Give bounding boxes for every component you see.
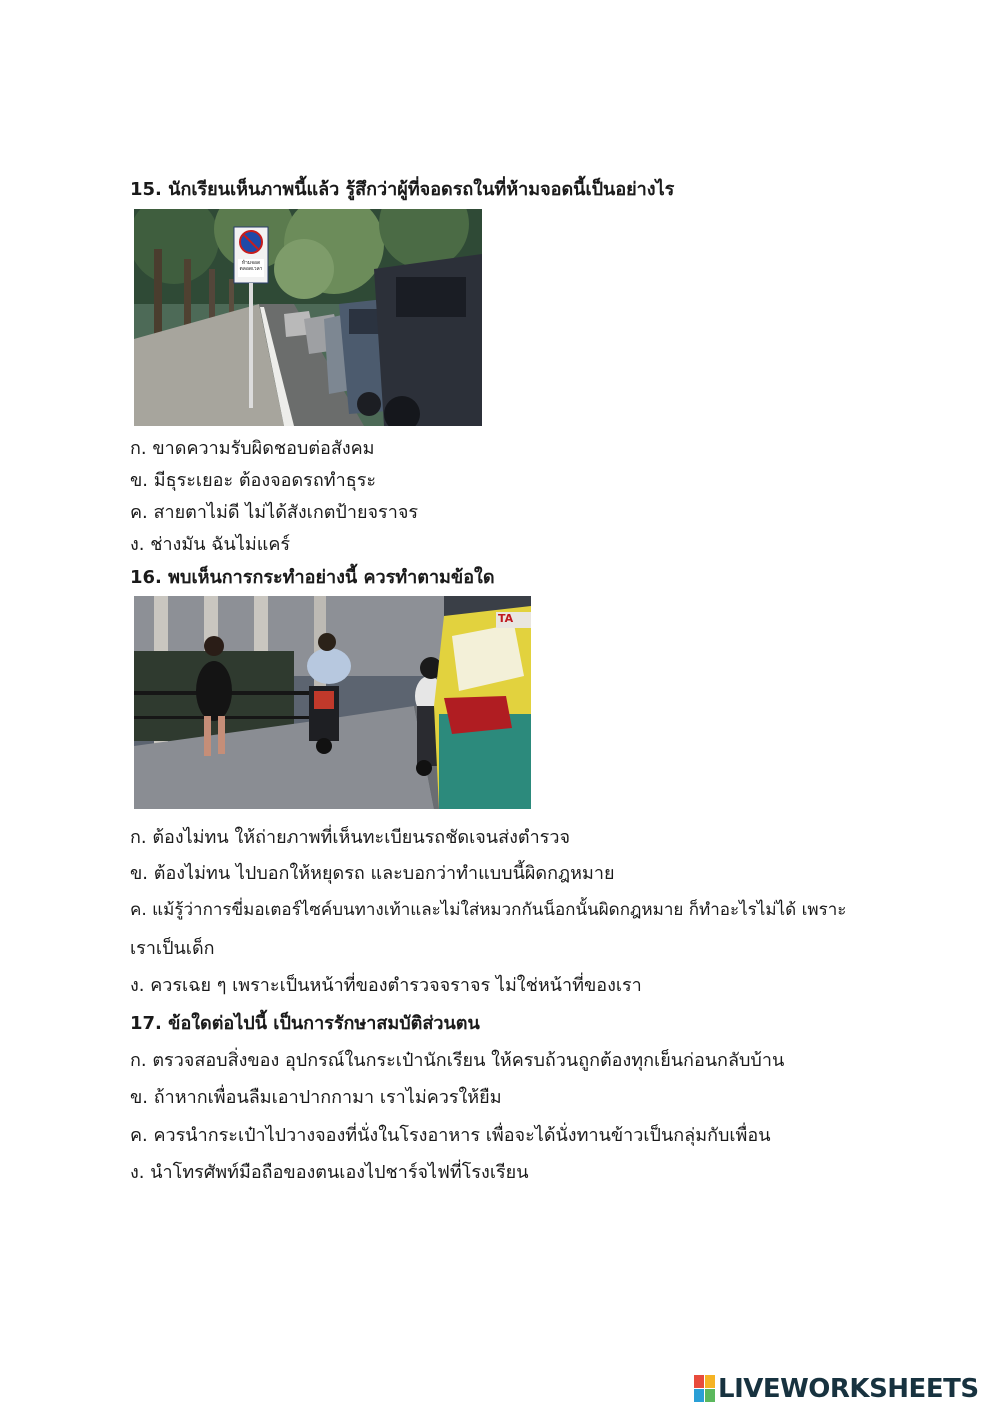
q17-option-c[interactable]: ค. ควรนำกระเป๋าไปวางจองที่นั่งในโรงอาหาร เพื่อจะได้นั่งทานข้าวเป็นกลุ่มกับเพื่อน xyxy=(130,1125,771,1146)
q16-option-c-continued: เราเป็นเด็ก xyxy=(130,938,215,959)
liveworksheets-logo-text: LIVEWORKSHEETS xyxy=(718,1374,979,1404)
q17-option-b[interactable]: ข. ถ้าหากเพื่อนลืมเอาปากกามา เราไม่ควรให้ยืม xyxy=(130,1087,502,1108)
liveworksheets-logo-icon xyxy=(694,1375,716,1403)
no-parking-sign-text: ห้ามจอด ตลอดเวลา xyxy=(239,260,263,272)
no-parking-photo xyxy=(134,209,482,426)
q15-option-a[interactable]: ก. ขาดความรับผิดชอบต่อสังคม xyxy=(130,438,375,459)
question-17-title: 17. ข้อใดต่อไปนี้ เป็นการรักษาสมบัติส่วนตน xyxy=(130,1013,480,1034)
motorcycle-sidewalk-photo xyxy=(134,596,531,809)
q17-option-d[interactable]: ง. นำโทรศัพท์มือถือของตนเองไปชาร์จไฟที่โรงเรียน xyxy=(130,1162,529,1183)
q16-option-c[interactable]: ค. แม้รู้ว่าการขี่มอเตอร์ไซค์บนทางเท้าและไม่ใส่หมวกกันน็อกนั้นผิดกฎหมาย ก็ทำอะไรไม่ได้ เพราะ xyxy=(130,900,847,920)
q16-option-a[interactable]: ก. ต้องไม่ทน ให้ถ่ายภาพที่เห็นทะเบียนรถชัดเจนส่งตำรวจ xyxy=(130,827,571,848)
taxi-sign-text: TA xyxy=(498,612,514,625)
q16-option-b[interactable]: ข. ต้องไม่ทน ไปบอกให้หยุดรถ และบอกว่าทำแบบนี้ผิดกฎหมาย xyxy=(130,863,615,884)
question-16-title: 16. พบเห็นการกระทำอย่างนี้ ควรทำตามข้อใด xyxy=(130,567,495,588)
motorcycle-sidewalk-image xyxy=(134,596,531,809)
question-15-title: 15. นักเรียนเห็นภาพนี้แล้ว รู้สึกว่าผู้ที่จอดรถในที่ห้ามจอดนี้เป็นอย่างไร xyxy=(130,179,675,200)
q15-option-d[interactable]: ง. ช่างมัน ฉันไม่แคร์ xyxy=(130,534,291,555)
q17-option-a[interactable]: ก. ตรวจสอบสิ่งของ อุปกรณ์ในกระเป๋านักเรียน ให้ครบถ้วนถูกต้องทุกเย็นก่อนกลับบ้าน xyxy=(130,1050,785,1071)
no-parking-street-image xyxy=(134,209,482,426)
q16-option-d[interactable]: ง. ควรเฉย ๆ เพราะเป็นหน้าที่ของตำรวจจราจร ไม่ใช่หน้าที่ของเรา xyxy=(130,975,642,996)
q15-option-b[interactable]: ข. มีธุระเยอะ ต้องจอดรถทำธุระ xyxy=(130,470,377,491)
q15-option-c[interactable]: ค. สายตาไม่ดี ไม่ได้สังเกตป้ายจราจร xyxy=(130,502,419,523)
liveworksheets-logo xyxy=(694,1374,979,1404)
